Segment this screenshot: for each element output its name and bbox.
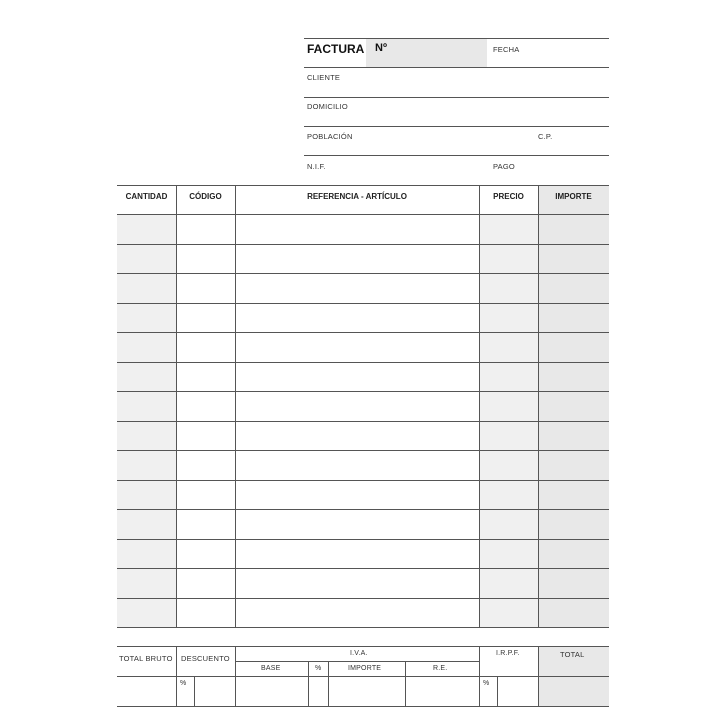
- amount-column-shade: [538, 186, 609, 627]
- table-row: [117, 391, 609, 392]
- column-divider: [235, 646, 236, 706]
- divider: [304, 38, 609, 39]
- table-row: [117, 598, 609, 599]
- client-label: CLIENTE: [307, 73, 341, 82]
- divider: [304, 126, 609, 127]
- column-divider: [328, 661, 329, 706]
- column-divider: [235, 185, 236, 627]
- divider: [117, 646, 609, 647]
- date-label: FECHA: [493, 45, 520, 54]
- vat-percent-label: %: [315, 665, 322, 672]
- payment-label: PAGO: [493, 162, 515, 171]
- column-header-code: CÓDIGO: [189, 192, 222, 201]
- column-divider: [497, 676, 498, 706]
- city-label: POBLACIÓN: [307, 132, 353, 141]
- table-row: [117, 450, 609, 451]
- divider: [117, 676, 609, 677]
- table-row: [117, 627, 609, 628]
- invoice-number-label: Nº: [375, 42, 387, 54]
- column-divider: [176, 185, 177, 627]
- vat-label: I.V.A.: [350, 650, 368, 657]
- postal-code-label: C.P.: [538, 132, 553, 141]
- table-row: [117, 273, 609, 274]
- divider: [304, 97, 609, 98]
- table-row: [117, 568, 609, 569]
- divider: [235, 661, 479, 662]
- column-header-amount: IMPORTE: [555, 192, 592, 201]
- table-row: [117, 509, 609, 510]
- column-divider: [405, 661, 406, 706]
- divider: [304, 67, 609, 68]
- address-label: DOMICILIO: [307, 102, 348, 111]
- table-row: [117, 421, 609, 422]
- table-header-border: [117, 214, 609, 215]
- table-top-border: [117, 185, 609, 186]
- discount-percent-label: %: [180, 680, 187, 687]
- table-row: [117, 539, 609, 540]
- column-divider: [479, 646, 480, 706]
- table-row: [117, 244, 609, 245]
- discount-label: DESCUENTO: [181, 654, 230, 663]
- table-row: [117, 303, 609, 304]
- column-divider: [538, 185, 539, 627]
- table-row: [117, 362, 609, 363]
- divider: [304, 155, 609, 156]
- vat-amount-label: IMPORTE: [348, 665, 382, 672]
- irpf-label: I.R.P.F.: [496, 650, 520, 657]
- total-label: TOTAL: [560, 650, 585, 659]
- equivalence-surcharge-label: R.E.: [433, 665, 448, 672]
- column-header-reference: REFERENCIA - ARTÍCULO: [307, 192, 407, 201]
- column-divider: [479, 185, 480, 627]
- invoice-title: FACTURA: [307, 42, 365, 56]
- nif-label: N.I.F.: [307, 162, 326, 171]
- vat-base-label: BASE: [261, 665, 281, 672]
- column-header-quantity: CANTIDAD: [125, 192, 168, 201]
- gross-total-label: TOTAL BRUTO: [119, 654, 173, 663]
- column-divider: [176, 646, 177, 706]
- column-divider: [194, 676, 195, 706]
- column-divider: [538, 646, 539, 706]
- column-header-price: PRECIO: [493, 192, 524, 201]
- table-row: [117, 332, 609, 333]
- divider: [117, 706, 609, 707]
- irpf-percent-label: %: [483, 680, 490, 687]
- table-row: [117, 480, 609, 481]
- column-divider: [308, 661, 309, 706]
